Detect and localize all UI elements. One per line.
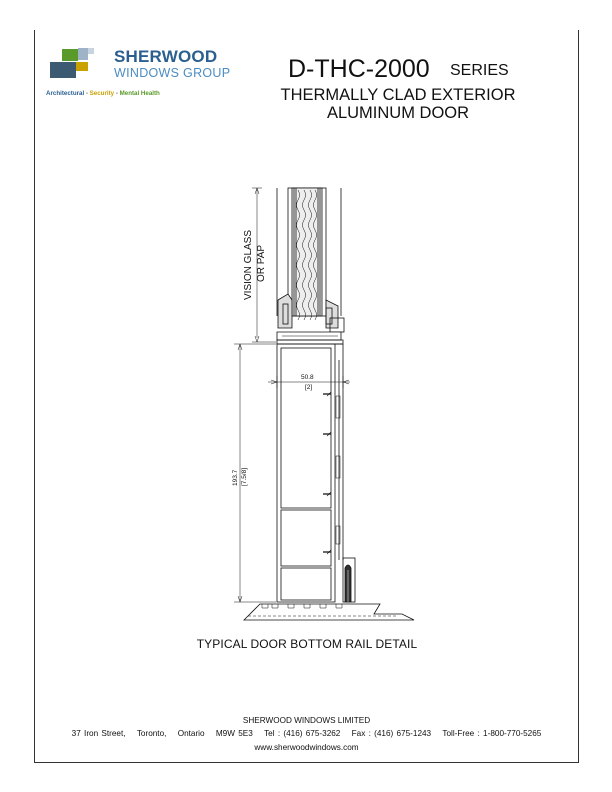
rail-upper-chamber [281,348,331,508]
footer-fax: Fax : (416) 675-1243 [351,729,432,738]
tagline-architectural: Architectural [46,90,85,97]
tagline-security: Security [89,90,115,97]
document-title-line2: ALUMINUM DOOR [326,104,470,122]
height-dimension: 193.7 [232,469,239,486]
footer-tel: Tel : (416) 675-3262 [264,729,341,738]
threshold [244,604,414,620]
tagline-mental-health: Mental Health [119,90,160,97]
footer-tollfree: Toll-Free : 1-800-770-5265 [442,729,542,738]
vision-glass-label: VISION GLASS [243,229,254,300]
width-dimension: 50.8 [301,374,314,381]
footer-contact [34,729,579,738]
vision-glass-unit [288,188,326,320]
footer-province: Ontario [177,729,205,738]
bottom-rail-profile [277,344,335,602]
brand-name: SHERWOOD [114,47,218,66]
footer-postal: M9W 5E3 [215,729,253,738]
footer-address: 37 Iron Street, [71,729,126,738]
tagline-sep: - [114,90,120,97]
width-dimension-in: [2] [305,384,313,391]
tagline-sep: - [84,90,90,97]
rail-lower-chamber [281,568,331,600]
vision-glass-label-2: OR PAP [256,244,267,282]
document-title-line1: THERMALLY CLAD EXTERIOR [280,86,516,104]
height-dimension-in: [7.5/8] [241,467,248,486]
drawing-caption: TYPICAL DOOR BOTTOM RAIL DETAIL [196,637,418,651]
door-sweep [343,558,355,602]
rail-middle-chamber [281,510,331,566]
document-code: D-THC-2000 [288,55,430,83]
footer-city: Toronto, [136,729,167,738]
footer-company: SHERWOOD WINDOWS LIMITED [242,716,371,725]
brand-subname: WINDOWS GROUP [114,66,231,80]
document-series: SERIES [450,62,509,79]
footer-website[interactable]: www.sherwoodwindows.com [254,743,359,752]
